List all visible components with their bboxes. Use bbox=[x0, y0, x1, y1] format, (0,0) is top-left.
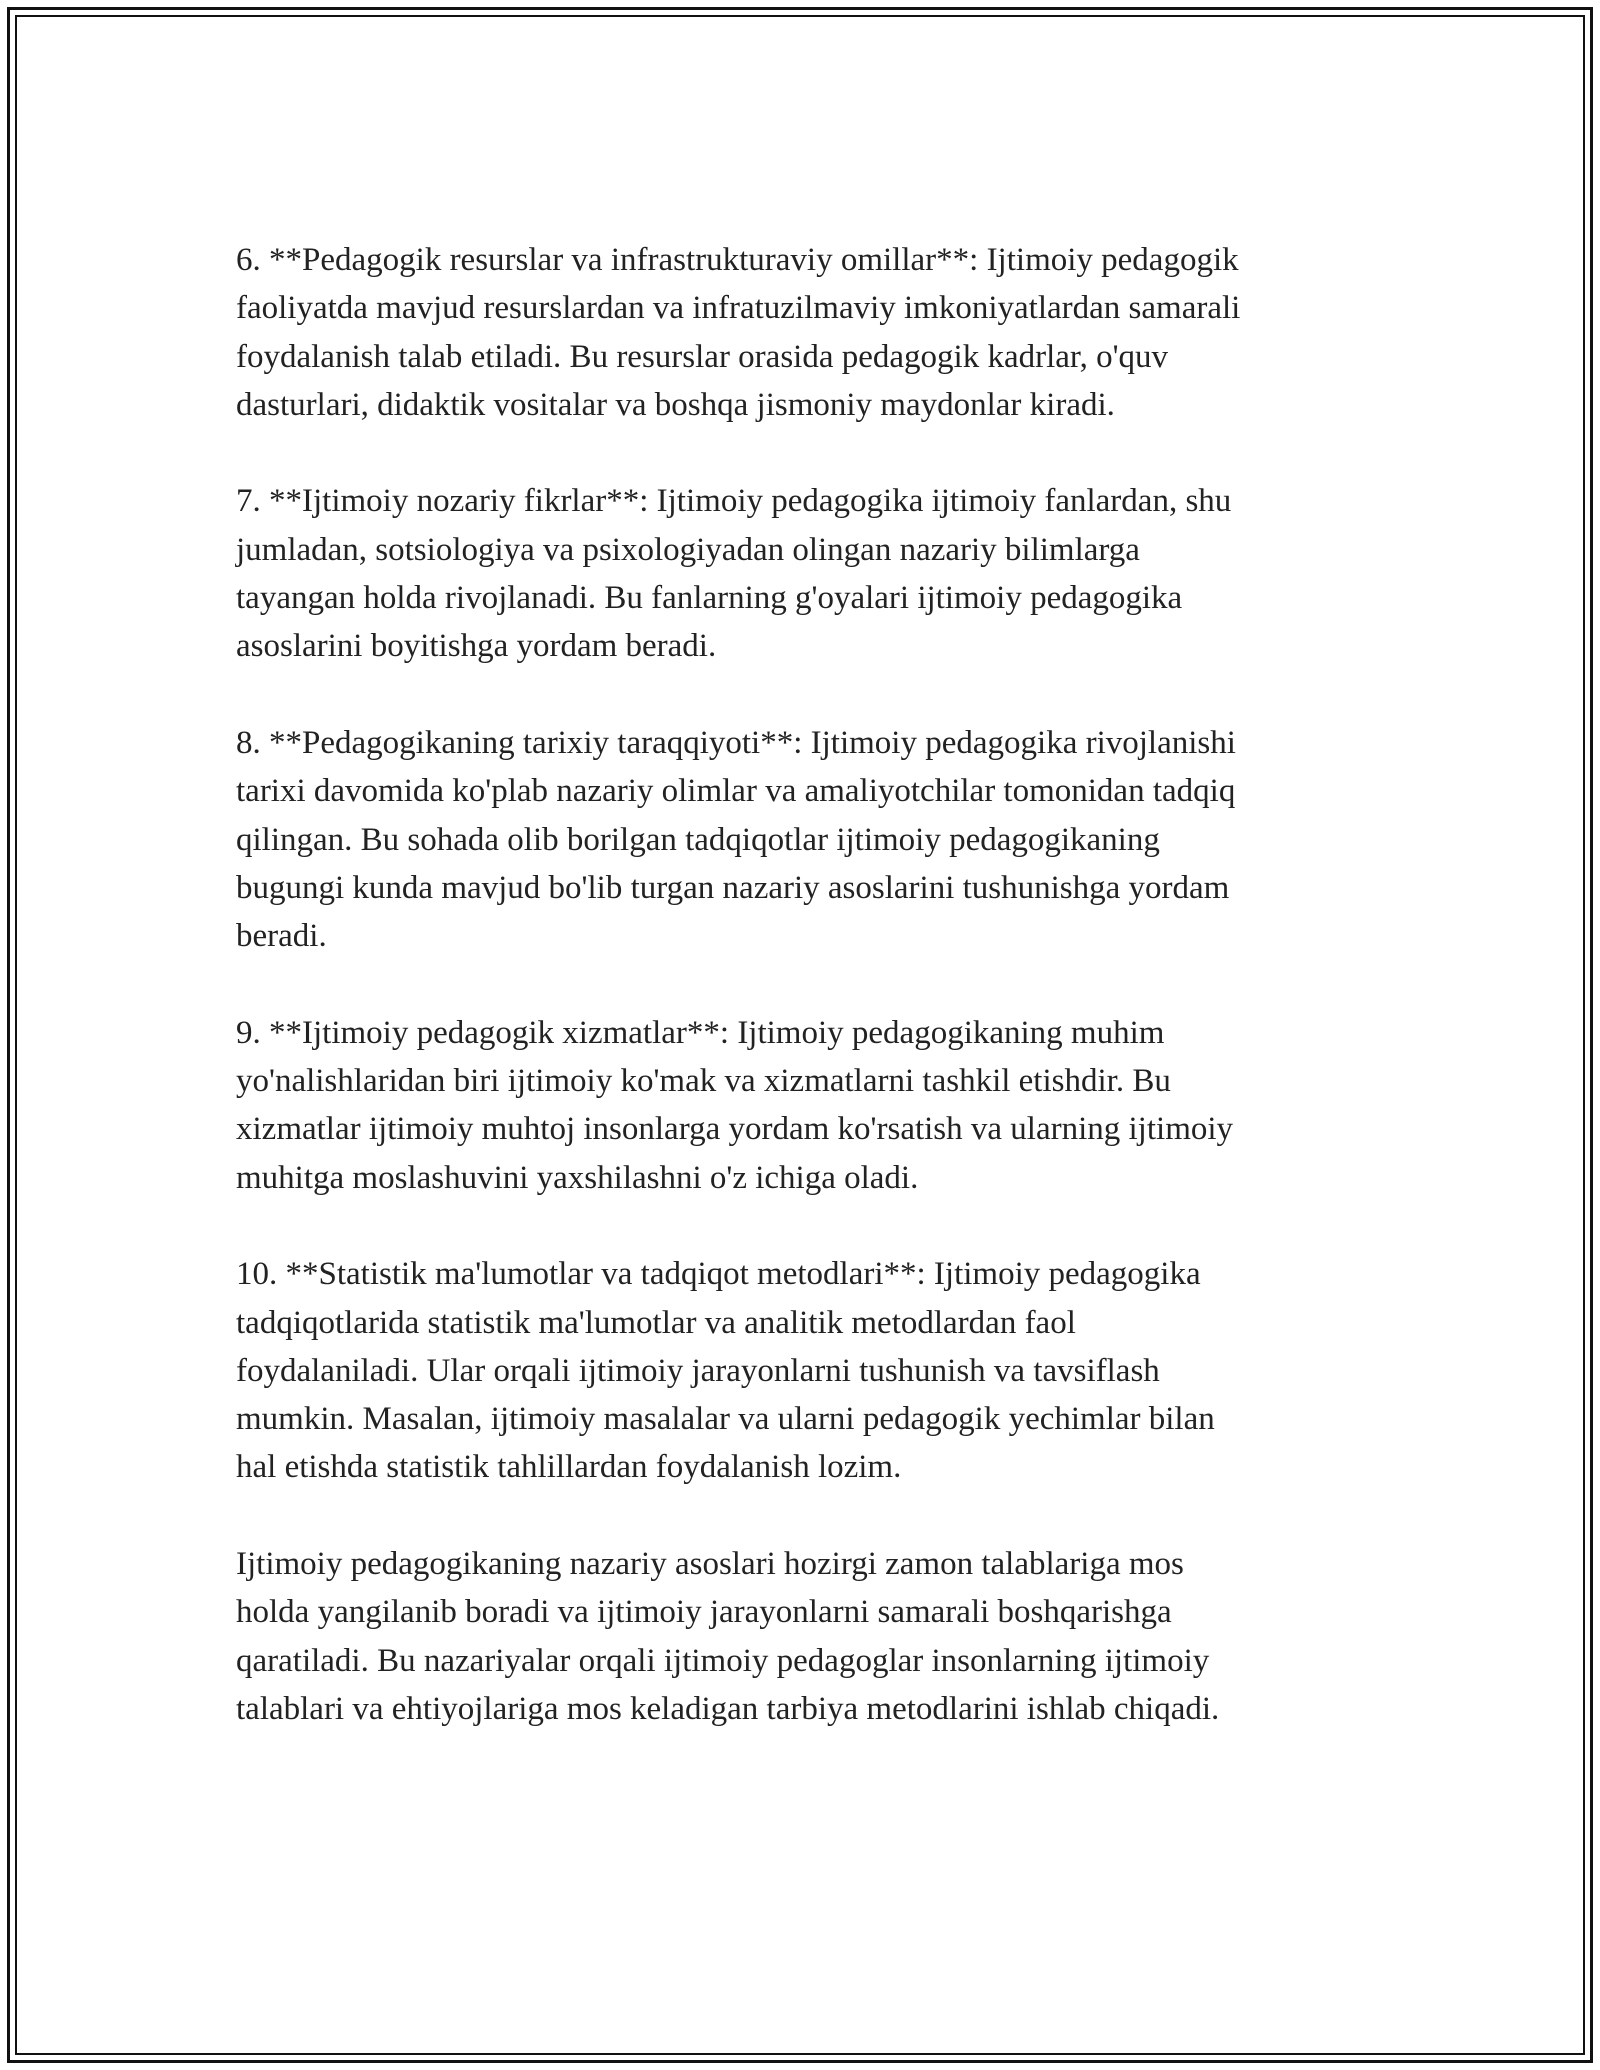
paragraph-8-tarixiy-taraqqiyot: 8. **Pedagogikaning tarixiy taraqqiyoti**: Ijtimoiy pedagogika rivojlanishi tarixi davomida ko'plab nazariy olimlar va amaliyotchilar tomonidan tadqiq qilingan. Bu sohada olib borilgan tadqiqotlar ijtimoiy pedagogikaning bugungi kunda mavjud bo'lib turgan nazariy asoslarini tushunishga yordam beradi. bbox=[236, 724, 1236, 955]
paragraph-6-pedagogik-resurslar: 6. **Pedagogik resurslar va infrastrukturaviy omillar**: Ijtimoiy pedagogik faoliyatda mavjud resurslardan va infratuzilmaviy imkoniyatlardan samarali foydalanish talab etiladi. Bu resurslar orasida pedagogik kadrlar, o'quv dasturlari, didaktik vositalar va boshqa jismoniy maydonlar kiradi. bbox=[236, 242, 1241, 423]
paragraph-7-ijtimoiy-nozariy-fikrlar: 7. **Ijtimoiy nozariy fikrlar**: Ijtimoiy pedagogika ijtimoiy fanlardan, shu jumladan, sotsiologiya va psixologiyadan olingan nazariy bilimlarga tayangan holda rivojlanadi. Bu fanlarning g'oyalari ijtimoiy pedagogika asoslarini boyitishga yordam beradi. bbox=[236, 483, 1232, 665]
paragraph-10-statistik-malumotlar: 10. **Statistik ma'lumotlar va tadqiqot metodlari**: Ijtimoiy pedagogika tadqiqotlarida statistik ma'lumotlar va analitik metodlardan faol foydalaniladi. Ular orqali ijtimoiy jarayonlarni tushunish va tavsiflash mumkin. Masalan, ijtimoiy masalalar va ularni pedagogik yechimlar bilan hal etishda statistik tahlillardan foydalanish lozim. bbox=[236, 1256, 1215, 1486]
document-body bbox=[236, 236, 1366, 1782]
paragraph-conclusion: Ijtimoiy pedagogikaning nazariy asoslari hozirgi zamon talablariga mos holda yangilanib boradi va ijtimoiy jarayonlarni samarali boshqarishga qaratiladi. Bu nazariyalar orqali ijtimoiy pedagoglar insonlarning ijtimoiy talablari va ehtiyojlariga mos keladigan tarbiya metodlarini ishlab chiqadi. bbox=[236, 1546, 1220, 1727]
paragraph-9-pedagogik-xizmatlar: 9. **Ijtimoiy pedagogik xizmatlar**: Ijtimoiy pedagogikaning muhim yo'nalishlaridan biri ijtimoiy ko'mak va xizmatlarni tashkil etishdir. Bu xizmatlar ijtimoiy muhtoj insonlarga yordam ko'rsatish va ularning ijtimoiy muhitga moslashuvini yaxshilashni o'z ichiga oladi. bbox=[236, 1014, 1234, 1196]
